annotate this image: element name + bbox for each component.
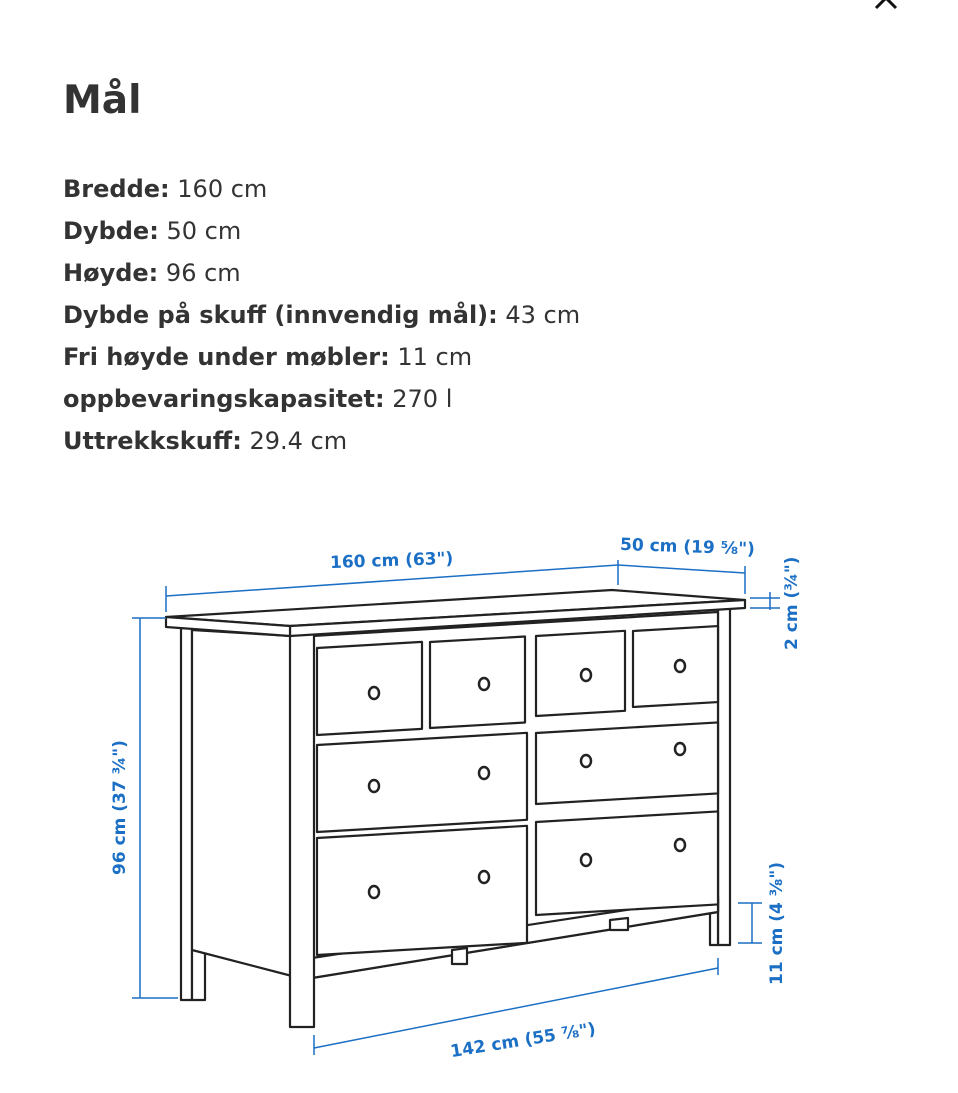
spec-drawer-pullout: Uttrekkskuff: 29.4 cm (63, 427, 348, 455)
drawer-knob (675, 660, 685, 672)
drawer-knob (675, 839, 685, 851)
clearance-dimension-label: 11 cm (4 ⅜") (767, 861, 787, 985)
inner-width-dimension-label: 142 cm (55 ⅞") (449, 1019, 598, 1063)
drawer-knob (369, 687, 379, 699)
dimension-list (63, 168, 580, 462)
page-title: Mål (63, 78, 142, 123)
dresser-illustration (166, 590, 745, 1027)
spec-drawer-depth: Dybde på skuff (innvendig mål): 43 cm (63, 301, 581, 329)
drawer-front (430, 636, 525, 728)
drawer-front (317, 642, 422, 735)
depth-dimension-label: 50 cm (19 ⅝") (619, 534, 756, 560)
spec-height: Høyde: 96 cm (63, 259, 241, 287)
drawer-knob (675, 743, 685, 755)
dimension-lines (132, 560, 780, 1055)
drawer-knob (479, 678, 489, 690)
drawer-knob (581, 755, 591, 767)
drawer-front (633, 626, 718, 707)
spec-clearance: Fri høyde under møbler: 11 cm (63, 343, 473, 371)
width-dimension-label: 160 cm (63") (329, 548, 454, 574)
close-icon[interactable] (866, 0, 906, 16)
drawer-knob (479, 767, 489, 779)
spec-width: Bredde: 160 cm (63, 175, 268, 203)
drawer-knob (479, 871, 489, 883)
drawer-knob (369, 780, 379, 792)
drawer-knob (581, 669, 591, 681)
drawer-front (536, 631, 625, 716)
drawer-knob (369, 886, 379, 898)
drawer-front (536, 811, 718, 915)
drawer-front (536, 722, 718, 804)
drawer-front (317, 826, 527, 955)
spec-storage-capacity: oppbevaringskapasitet: 270 l (63, 385, 453, 413)
height-dimension-label: 96 cm (37 ¾") (110, 740, 130, 875)
spec-depth: Dybde: 50 cm (63, 217, 242, 245)
top-thickness-label: 2 cm (¾") (782, 556, 802, 650)
drawer-knob (581, 854, 591, 866)
drawer-front (317, 733, 527, 832)
